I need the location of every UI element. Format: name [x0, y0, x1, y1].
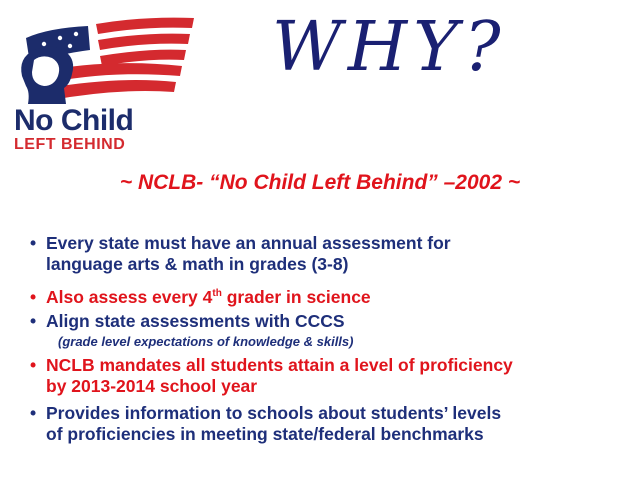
superscript: th — [212, 288, 222, 300]
bullet-dot-icon: • — [30, 403, 37, 423]
bullet-item — [30, 233, 630, 275]
bullet-dot-icon: • — [30, 287, 37, 307]
bullet-item — [30, 311, 630, 351]
bullet-text-line: Align state assessments with CCCS — [46, 311, 345, 331]
bullet-item — [30, 355, 630, 397]
logo-subtitle: LEFT BEHIND — [14, 136, 126, 153]
bullet-text-line: Also assess every 4th grader in science — [46, 287, 371, 307]
bullet-list — [30, 233, 630, 445]
page-subtitle: ~ NCLB- “No Child Left Behind” –2002 ~ — [119, 171, 521, 194]
logo-title: No Child — [14, 104, 134, 137]
bullet-text-line: Provides information to schools about students’ levels — [46, 403, 502, 423]
bullet-note: (grade level expectations of knowledge & skills) — [58, 334, 354, 349]
bullet-item — [30, 287, 630, 308]
page-heading: WHY? — [272, 8, 507, 87]
bullet-text-line: NCLB mandates all students attain a level of proficiency — [46, 355, 513, 375]
bullet-dot-icon: • — [30, 311, 37, 331]
bullet-text-line: by 2013-2014 school year — [46, 376, 258, 396]
bullet-item — [30, 403, 630, 445]
flag-silhouette-icon — [8, 14, 198, 106]
bullet-text-line: of proficiencies in meeting state/federal benchmarks — [46, 424, 484, 444]
bullet-text-line: Every state must have an annual assessment for — [46, 233, 451, 253]
bullet-dot-icon: • — [30, 355, 37, 375]
bullet-text-line: language arts & math in grades (3-8) — [46, 254, 349, 274]
nclb-logo — [8, 14, 198, 153]
bullet-dot-icon: • — [30, 233, 37, 253]
